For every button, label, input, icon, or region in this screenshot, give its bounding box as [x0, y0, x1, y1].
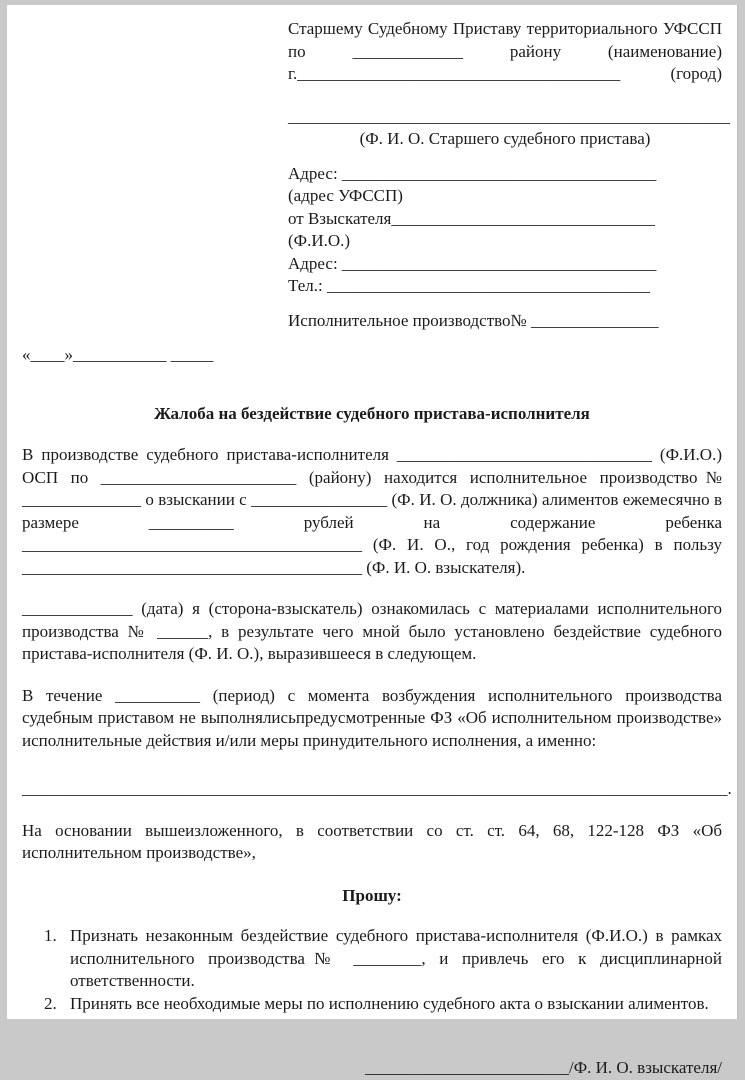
- request-item-1: [44, 925, 722, 993]
- signature-caption: /Ф. И. О. взыскателя/: [568, 1058, 722, 1077]
- recipient-authority-line: Старшему Судебному Приставу территориального УФССП по _____________ району (наименование): [288, 19, 722, 61]
- chief-bailiff-name-blank: ____________________________________________________: [288, 106, 730, 126]
- signature-row: [22, 1057, 722, 1080]
- request-list: [22, 925, 722, 1015]
- claimant-name-caption: (Ф.И.О.): [288, 231, 351, 250]
- claimant-name-blank: от Взыскателя_______________________________: [288, 208, 655, 228]
- request-item-2: [44, 993, 722, 1016]
- request-item-text: Признать незаконным бездействие судебного пристава-исполнителя (Ф.И.О.) в рамках исполнительного производства№ ________, и привлечь его к дисциплинарной ответственности.: [70, 926, 722, 990]
- request-item-text: Принять все необходимые меры по исполнению судебного акта о взыскании алиментов.: [70, 993, 709, 1013]
- inaction-details-blank-line: ___________________________________________________________________________________.: [22, 779, 732, 798]
- document-page: [7, 5, 738, 1077]
- chief-bailiff-name-caption: (Ф. И. О. Старшего судебного пристава): [359, 129, 651, 148]
- document-title: Жалоба на бездействие судебного пристава-исполнителя: [154, 403, 590, 423]
- spacer: [288, 298, 722, 310]
- paragraph-review-of-materials: _____________ (дата) я (сторона-взыскатель) ознакомилась с материалами исполнительного производства № ______, в результате чего мной было установлено бездействие судебного пристава-исполнителя (Ф. И. О.), выразившееся в следующем.: [22, 599, 722, 663]
- request-heading: Прошу:: [342, 885, 402, 905]
- enforcement-case-number-line: Исполнительное производство№ _______________: [288, 310, 659, 330]
- spacer: [288, 151, 722, 163]
- spacer: [288, 86, 722, 106]
- request-item-number: 2.: [44, 993, 57, 1013]
- recipient-header-block: [288, 18, 730, 332]
- signature-blank-line: ________________________: [364, 1058, 569, 1077]
- claimant-address-blank: Адрес: _____________________________________: [288, 253, 657, 273]
- paragraph-case-details: В производстве судебного пристава-исполнителя ______________________________ (Ф.И.О.) ОСП по _______________________ (району) находится исполнительное производство№ ______________ о взыскании с ________________ (Ф. И. О. должника) алиментов ежемесячно в размере __________ рублей на содержание ребенка ________________________________________ (Ф. И. О., год рождения ребенка) в пользу ________________________________________ (Ф. И. О. взыскателя).: [22, 445, 722, 577]
- ufssp-address-caption: (адрес УФССП): [288, 186, 403, 205]
- paragraph-legal-basis: На основании вышеизложенного, в соответствии со ст. ст. 64, 68, 122-128 ФЗ «Об исполнительном производстве»,: [22, 820, 722, 862]
- claimant-phone-blank: Тел.: ______________________________________: [288, 276, 650, 295]
- ufssp-address-blank: Адрес: _____________________________________: [288, 163, 657, 183]
- paragraph-inaction-period: В течение __________ (период) с момента возбуждения исполнительного производства судебным приставом не выполнялисьпредусмотренные ФЗ «Об исполнительном производстве» исполнительные действия и/или меры принудительного исполнения, а именно:: [22, 685, 722, 750]
- date-blank-line: «____»___________ _____: [22, 345, 214, 364]
- request-item-number: 1.: [44, 926, 57, 945]
- recipient-city-line: г.______________________________________ (город): [288, 64, 722, 83]
